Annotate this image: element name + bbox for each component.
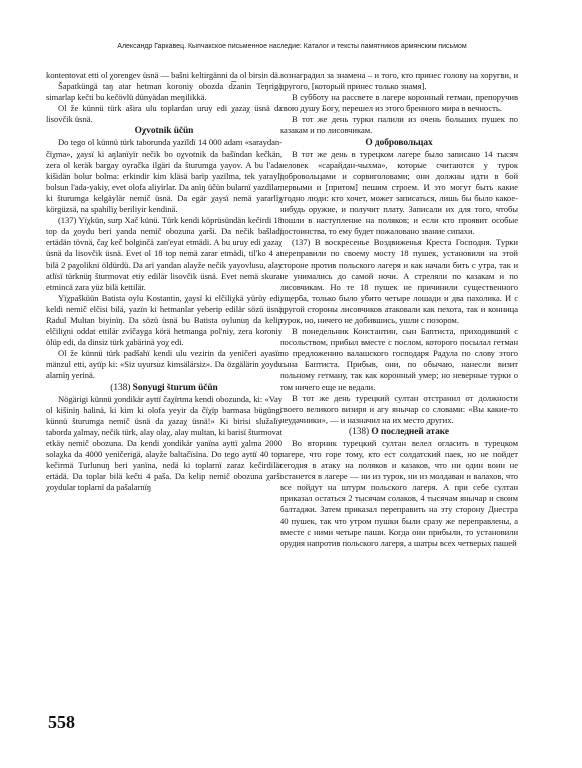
paragraph: Во вторник турецкий султан велел огласить в турецком лагере, что горе тому, кто ест солдатский паек, но не пойдет сегодня в атаку на поляков и казаков, что ни один воин не останется в лагере — ни из турок, ни из молдаван и валахов, что все пойдут на штурм польского лагеря. А при себе султан приказал остаться 2 тысячам солаков, 4 тысячам янычар и своим балтаджи. Затем приказал переправить на эту сторону Днестра 40 пушек, так что утром пушки были сразу же переправлены, а вместе с ними четыре паши. Когда они прибыли, то установили орудия напротив польского лагеря, а шатры всех четверых пашей bbox=[280, 437, 518, 548]
paragraph: kontentovat etti ol χorengev üsnä — bašni keltirgänni da ol birsin dä. bbox=[46, 70, 281, 80]
paragraph: Šapatküngä taŋ atar hetman koroniy obozda d͡zanin Teŋrigä simarlap kečti bu kečövlü dünyädan meŋilikkä. bbox=[46, 81, 282, 103]
paragraph: Nögärigi künnü χondikär ayttï čaχïrtma kendi obozunda, ki: «Vay ol kišinïŋ halinä, ki kim ki olofa yeyir da čïχïp barmasa bügüngi künnü šturumga nemič üsnä da χazaχ üsnä!» Ki birisi služalïy taborda χalmay, nečik türk, alay olaχ, alay multan, ki barisï šturmovat etkäy nemič obozuna. Da kendi χondikär yanïna ayttï χalma 2000 solaχka da 4000 yeničerigä, alayže baltačïsïna. Do tego ayttï 40 top kečirmä Turlunuŋ beri yanïna, nedä ki toplarnï zaraz kečirdilär ertädä. Da toplar bilä kečti 4 paša. Da kelip nemič obozuna χarši χoydular toplarnï da pašalarnïŋ bbox=[46, 393, 282, 493]
right-column-translation bbox=[280, 70, 518, 549]
section-title: Sonyugi šturum üčün bbox=[132, 382, 218, 393]
running-header: Александр Гаркавец. Кыпчакское письменное наследие: Каталог и тексты памятников армянским письмом bbox=[117, 43, 467, 50]
paragraph: В тот же день турки палили из очень больших пушек по казакам и по лисовчикам. bbox=[280, 114, 518, 136]
section-heading bbox=[46, 382, 282, 394]
paragraph: вознаградил за знамена – и того, кто принес голову на хоругви, и другого, [который принес только знамя]. bbox=[280, 70, 518, 92]
paragraph: Yïχpašküün Batista oylu Kostantin, χaysï ki elčiliχkä yürüy edi, keldi nemič elčisi bilä, yazïn ki hetmanlar yeberip edilär sözü üsnä Radul Multan biyinïŋ. Da sözü üsnä bu Batista oylunuŋ da kelip elčiliχni oddat ettilär zvïčayga körä hetmanga pol'niy, zera koroniy ölüp edi, da dinsiz türk χabärinä yoχ edi. bbox=[46, 292, 282, 348]
section-heading bbox=[280, 137, 518, 149]
section-title: Oχvotnik üčün bbox=[134, 126, 194, 137]
paragraph: Ol že künnü türk ašira ulu toplardan uruy edi χazaχ üsnä da lisovčik üsnä. bbox=[46, 103, 282, 125]
left-column-transliteration bbox=[46, 70, 282, 493]
paragraph: Do tego ol künnü türk taborunda yazïldï 14 000 adam «saraydan-čïχma», χaysï ki aŋlanïyïr nečik bo oχvotnik da bašïndan kečkän, zera ol keräk bargay oyračka ilgäri da šturumga yayov. A bu l'ada kišidän bolur bolma: erkindir kim kläsä barïp yazïlma, tek yaraylï bolsun l'ada-yakiy, evet olofa aliyïrlar. Da anïŋ üčün bularnï yazdïlar, ki šturumga kelgäylär nemič üsnä. Da egär χaysï nemä yararlïχ körgüzsä, na spahilïχ beriliyir kendinä. bbox=[46, 137, 282, 215]
paragraph: В субботу на рассвете в лагере коронный гетман, препоручив свою душу Богу, перешел из этого бренного мира в вечность. bbox=[280, 92, 518, 114]
page-number: 558 bbox=[48, 712, 75, 732]
section-heading bbox=[280, 426, 518, 438]
section-heading bbox=[46, 125, 282, 137]
paragraph: В понедельник Константин, сын Баптиста, приходивший с посольством, прибыл вместе с послом, которого посылал гетман по предложению валашского господаря Радула по слову этого сына Баптиста. Прибыв, они, по обычаю, нанесли визит польному гетману, так как коронный умер; но неверные турки о том ничего еще не ведали. bbox=[280, 326, 518, 392]
section-title: О добровольцах bbox=[365, 137, 433, 148]
paragraph: (137) Yïχkün, surp Xač künü. Türk kendi köprüsündän kečirdi 18 top da χoydu beri yanda nemič obozuna χarši. Da nečik bašladï ertädän tövnä, čaχ keč bolginčä zan'eyat etmädi. A bu uruy edi χazaχ üsnä da lisovčik üsnä. Evet ol 18 top nemä zarar etmädi, til'ko 4 at bilä 2 paχolikni öldürdü. Da arï yandan alayže nečik yayovlusu, alay atlïsï türknüŋ šturmovat etiy edilär lisovčik üsnä. Evet nemä skurat etmincä zara yüz bilä kettilär. bbox=[46, 215, 282, 292]
paragraph: В тот же день в турецком лагере было записано 14 тысяч человек «сарайдан-чыхма», которые считаются у турок добровольцами и сорвиголовами; они должны идти в бой первыми и [притом] пешим строем. И это могут быть какие угодно люди: кто хочет, может записаться, лишь бы было какое-нибудь оружие, и получит плату. Записали их для того, чтобы пошли в наступление на поляков; и если кто проявит особые достоинства, то ему будет пожаловано звание сипахи. bbox=[280, 148, 518, 237]
paragraph: В тот же день турецкий султан отстранил от должности своего великого визиря и агу янычар со словами: «Вы какие-то неудачники», — и назначил на их место других. bbox=[280, 392, 518, 425]
paragraph: Ol že künnü türk padšahï kendi ulu vezirin da yeničeri ayasïn mänzul etti, aytïp ki: «Siz uyursuz kimsälärsiz». Da özgälärin χoydu alarnïŋ yerinä. bbox=[46, 348, 282, 381]
paragraph: (137) В воскресенье Воздвиженья Креста Господня. Турки переправили по своему мосту 18 пушек, установили на этой стороне против польского лагеря и как начали бить с утра, так и не унимались до самой ночи. А стреляли по казакам и по лисовчикам. Но те 18 пушек не причинили существенного ущерба, только было убито четыре лошади и два пахолика. И с другой стороны лисовчиков атаковали как пехота, так и конница турок, но, ничего не добившись, ушли с позором. bbox=[280, 237, 518, 325]
section-title: О последней атаке bbox=[371, 426, 449, 437]
section-number: (138) bbox=[110, 382, 131, 393]
section-number: (138) bbox=[349, 426, 370, 437]
